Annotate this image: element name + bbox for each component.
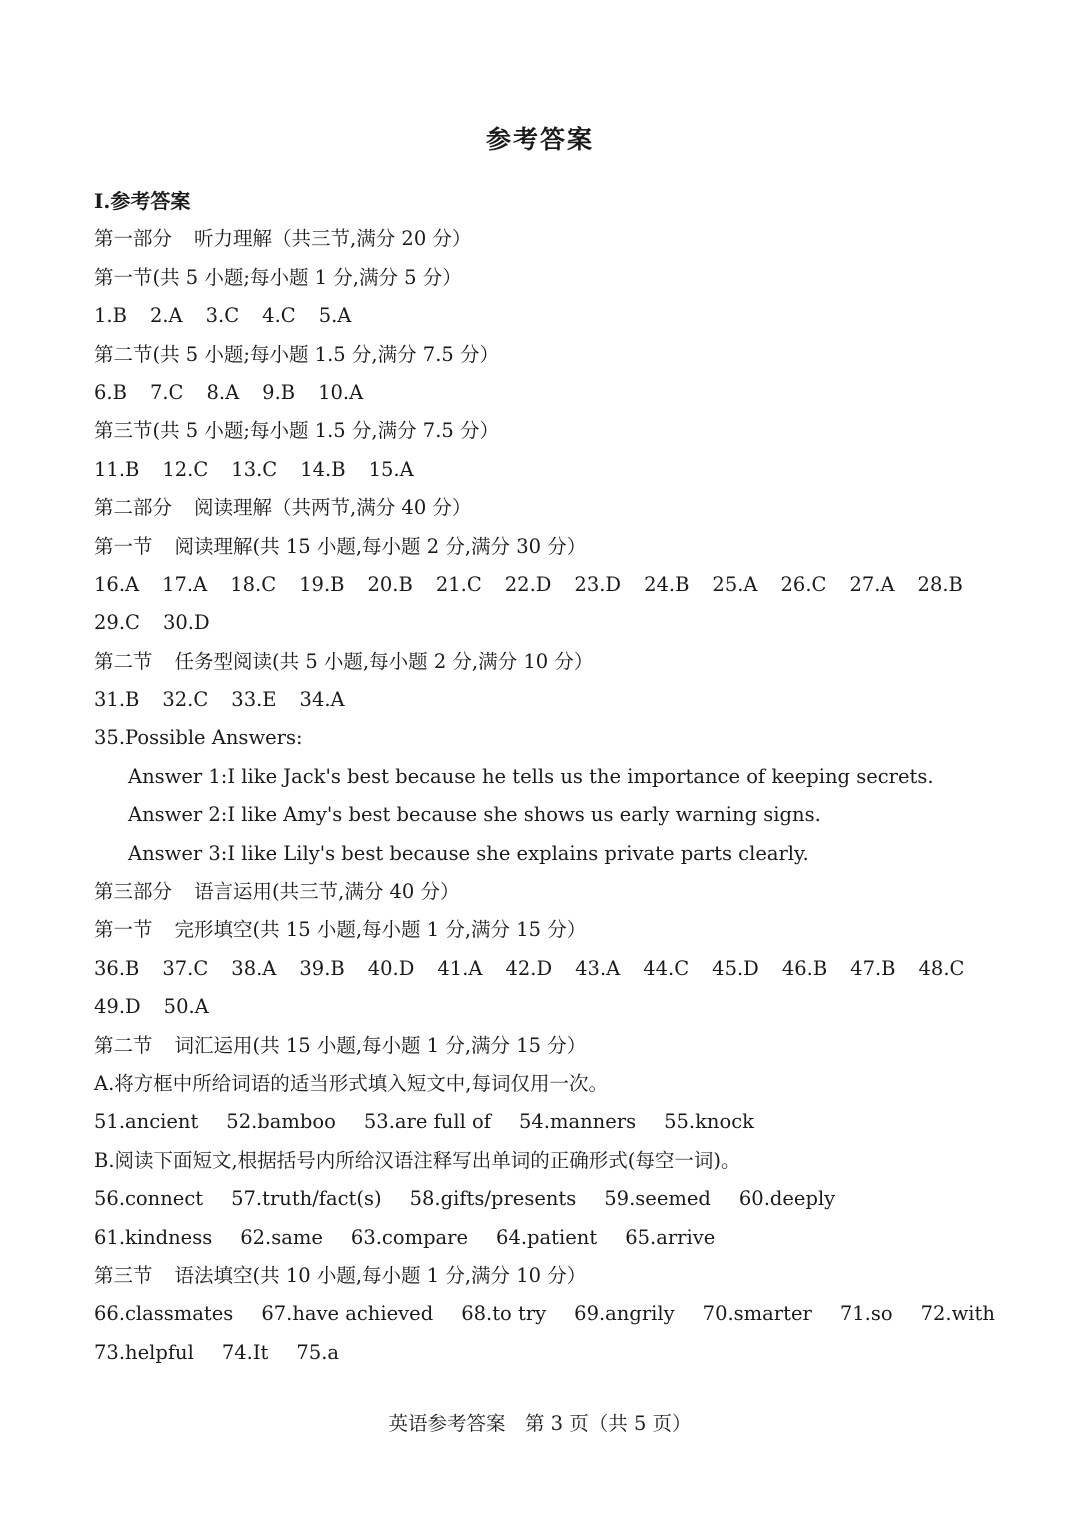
part3-sec1-title: 第一节 (94, 918, 153, 942)
answer-item: 69.angrily (574, 1302, 675, 1326)
answer-item: 18.C (230, 572, 277, 596)
q35-answer-2: Answer 2:I like Amy's best because she shows us early warning signs. (128, 803, 821, 827)
answer-item: 32.C (162, 688, 209, 712)
answer-item: 33.E (231, 688, 277, 712)
part2-sec2-label (94, 643, 994, 681)
answer-item: 67.have achieved (261, 1302, 434, 1326)
answer-item: 54.manners (518, 1110, 637, 1134)
answer-row (94, 1295, 994, 1333)
answer-item: 62.same (240, 1225, 323, 1249)
answer-item: 51.ancient (94, 1110, 199, 1134)
answer-item: 2.A (149, 304, 183, 328)
answer-item: 52.bamboo (226, 1110, 336, 1134)
answer-item: 56.connect (94, 1187, 204, 1211)
answer-item: 55.knock (664, 1110, 754, 1134)
answer-item: 17.A (162, 572, 208, 596)
answer-item: 29.C (94, 611, 140, 635)
answer-item: 46.B (781, 956, 828, 980)
part3-label: 第三部分 (94, 880, 173, 904)
part2-sec2-desc: 任务型阅读(共 5 小题,每小题 2 分,满分 10 分） (174, 649, 594, 673)
answer-item: 68.to try (461, 1302, 547, 1326)
answer-item: 50.A (163, 995, 209, 1019)
answer-item: 9.B (262, 380, 296, 404)
answer-item: 20.B (367, 572, 413, 596)
answer-item: 47.B (850, 956, 896, 980)
part1-sec1-label: 第一节(共 5 小题;每小题 1 分,满分 5 分） (94, 265, 462, 289)
answer-item: 53.are full of (363, 1110, 491, 1134)
answer-item: 26.C (780, 572, 827, 596)
answer-item: 58.gifts/presents (409, 1187, 577, 1211)
answer-item: 65.arrive (625, 1225, 716, 1249)
answer-item: 3.C (205, 304, 240, 328)
answer-item: 66.classmates (94, 1302, 234, 1326)
answer-row (94, 1219, 994, 1257)
answer-item: 15.A (368, 457, 414, 481)
part3-sec3-desc: 语法填空(共 10 小题,每小题 1 分,满分 10 分） (174, 1263, 587, 1287)
part3-sec1-desc: 完形填空(共 15 小题,每小题 1 分,满分 15 分） (174, 918, 587, 942)
answer-row (94, 950, 994, 988)
part2-desc: 阅读理解（共两节,满分 40 分） (194, 496, 472, 520)
part1-heading (94, 220, 994, 258)
answer-item: 19.B (299, 572, 345, 596)
answer-row (94, 1334, 994, 1372)
answer-item: 5.A (318, 304, 352, 328)
answer-item: 57.truth/fact(s) (231, 1187, 382, 1211)
part1-sec3-label: 第三节(共 5 小题;每小题 1.5 分,满分 7.5 分） (94, 419, 499, 443)
answer-item: 37.C (162, 956, 209, 980)
answer-item: 44.C (643, 956, 690, 980)
part2-sec1-desc: 阅读理解(共 15 小题,每小题 2 分,满分 30 分） (174, 534, 587, 558)
part3-sec2-label (94, 1027, 994, 1065)
part1-desc: 听力理解（共三节,满分 20 分） (194, 227, 472, 251)
answer-item: 31.B (94, 688, 140, 712)
part1-label: 第一部分 (94, 227, 173, 251)
answer-item: 61.kindness (94, 1225, 213, 1249)
answer-item: 21.C (435, 572, 482, 596)
answer-row (94, 681, 994, 719)
q35-answer-1: Answer 1:I like Jack's best because he tells us the importance of keeping secrets. (128, 764, 934, 788)
answer-item: 40.D (367, 956, 415, 980)
answer-row (94, 1180, 994, 1218)
part2-heading (94, 489, 994, 527)
answer-item: 16.A (94, 572, 140, 596)
answer-row (94, 604, 994, 642)
part2-sec1-label (94, 528, 994, 566)
part3-desc: 语言运用(共三节,满分 40 分） (194, 880, 460, 904)
page-footer: 英语参考答案 第 3 页（共 5 页） (388, 1412, 692, 1435)
answer-item: 60.deeply (738, 1187, 836, 1211)
answer-item: 48.C (918, 956, 965, 980)
answer-row (94, 988, 994, 1026)
part2-sec1-title: 第一节 (94, 534, 153, 558)
answer-item: 42.D (505, 956, 553, 980)
answer-item: 41.A (437, 956, 483, 980)
section-heading: Ⅰ.参考答案 (94, 189, 191, 213)
part3-sec2-title: 第二节 (94, 1033, 153, 1057)
answer-item: 70.smarter (702, 1302, 812, 1326)
answer-item: 45.D (712, 956, 759, 980)
answer-item: 64.patient (496, 1225, 598, 1249)
answer-item: 49.D (94, 995, 141, 1019)
part3-sec2-desc: 词汇运用(共 15 小题,每小题 1 分,满分 15 分） (174, 1033, 587, 1057)
answer-item: 34.A (299, 688, 345, 712)
answer-key-body (94, 182, 994, 1372)
answer-item: 24.B (644, 572, 690, 596)
answer-row (94, 374, 994, 412)
answer-item: 63.compare (350, 1225, 469, 1249)
answer-item: 4.C (262, 304, 296, 328)
answer-item: 73.helpful (94, 1340, 194, 1364)
part2-sec2-title: 第二节 (94, 649, 153, 673)
part3-sec3-label (94, 1257, 994, 1295)
answer-item: 30.D (162, 611, 210, 635)
answer-row (94, 297, 994, 335)
answer-item: 7.C (149, 380, 184, 404)
answer-item: 71.so (839, 1302, 893, 1326)
part3-sec2-a-instruction: A.将方框中所给词语的适当形式填入短文中,每词仅用一次。 (94, 1071, 608, 1095)
answer-item: 11.B (94, 457, 140, 481)
answer-row (94, 1103, 994, 1141)
answer-item: 1.B (94, 304, 127, 328)
answer-item: 23.D (574, 572, 622, 596)
answer-row (94, 451, 994, 489)
q35-answer-3: Answer 3:I like Lily's best because she explains private parts clearly. (128, 841, 809, 865)
part1-sec2-label: 第二节(共 5 小题;每小题 1.5 分,满分 7.5 分） (94, 342, 499, 366)
part3-sec2-b-instruction: B.阅读下面短文,根据括号内所给汉语注释写出单词的正确形式(每空一词)。 (94, 1148, 741, 1172)
answer-item: 43.A (575, 956, 621, 980)
answer-item: 36.B (94, 956, 140, 980)
answer-item: 59.seemed (604, 1187, 711, 1211)
q35-label: 35.Possible Answers: (94, 726, 303, 750)
answer-item: 72.with (920, 1302, 995, 1326)
answer-item: 6.B (94, 380, 127, 404)
part3-heading (94, 873, 994, 911)
answer-item: 39.B (299, 956, 345, 980)
answer-item: 27.A (849, 572, 895, 596)
part3-sec3-title: 第三节 (94, 1263, 153, 1287)
answer-item: 74.It (221, 1340, 269, 1364)
part3-sec1-label (94, 911, 994, 949)
answer-row (94, 566, 994, 604)
answer-item: 28.B (917, 572, 963, 596)
answer-item: 75.a (296, 1340, 340, 1364)
part2-label: 第二部分 (94, 496, 173, 520)
answer-item: 25.A (712, 572, 758, 596)
answer-item: 10.A (318, 380, 364, 404)
answer-item: 13.C (231, 457, 278, 481)
answer-item: 38.A (231, 956, 277, 980)
answer-item: 14.B (300, 457, 346, 481)
answer-item: 22.D (504, 572, 552, 596)
answer-item: 8.A (206, 380, 240, 404)
page-title: 参考答案 (485, 125, 594, 154)
answer-item: 12.C (162, 457, 209, 481)
